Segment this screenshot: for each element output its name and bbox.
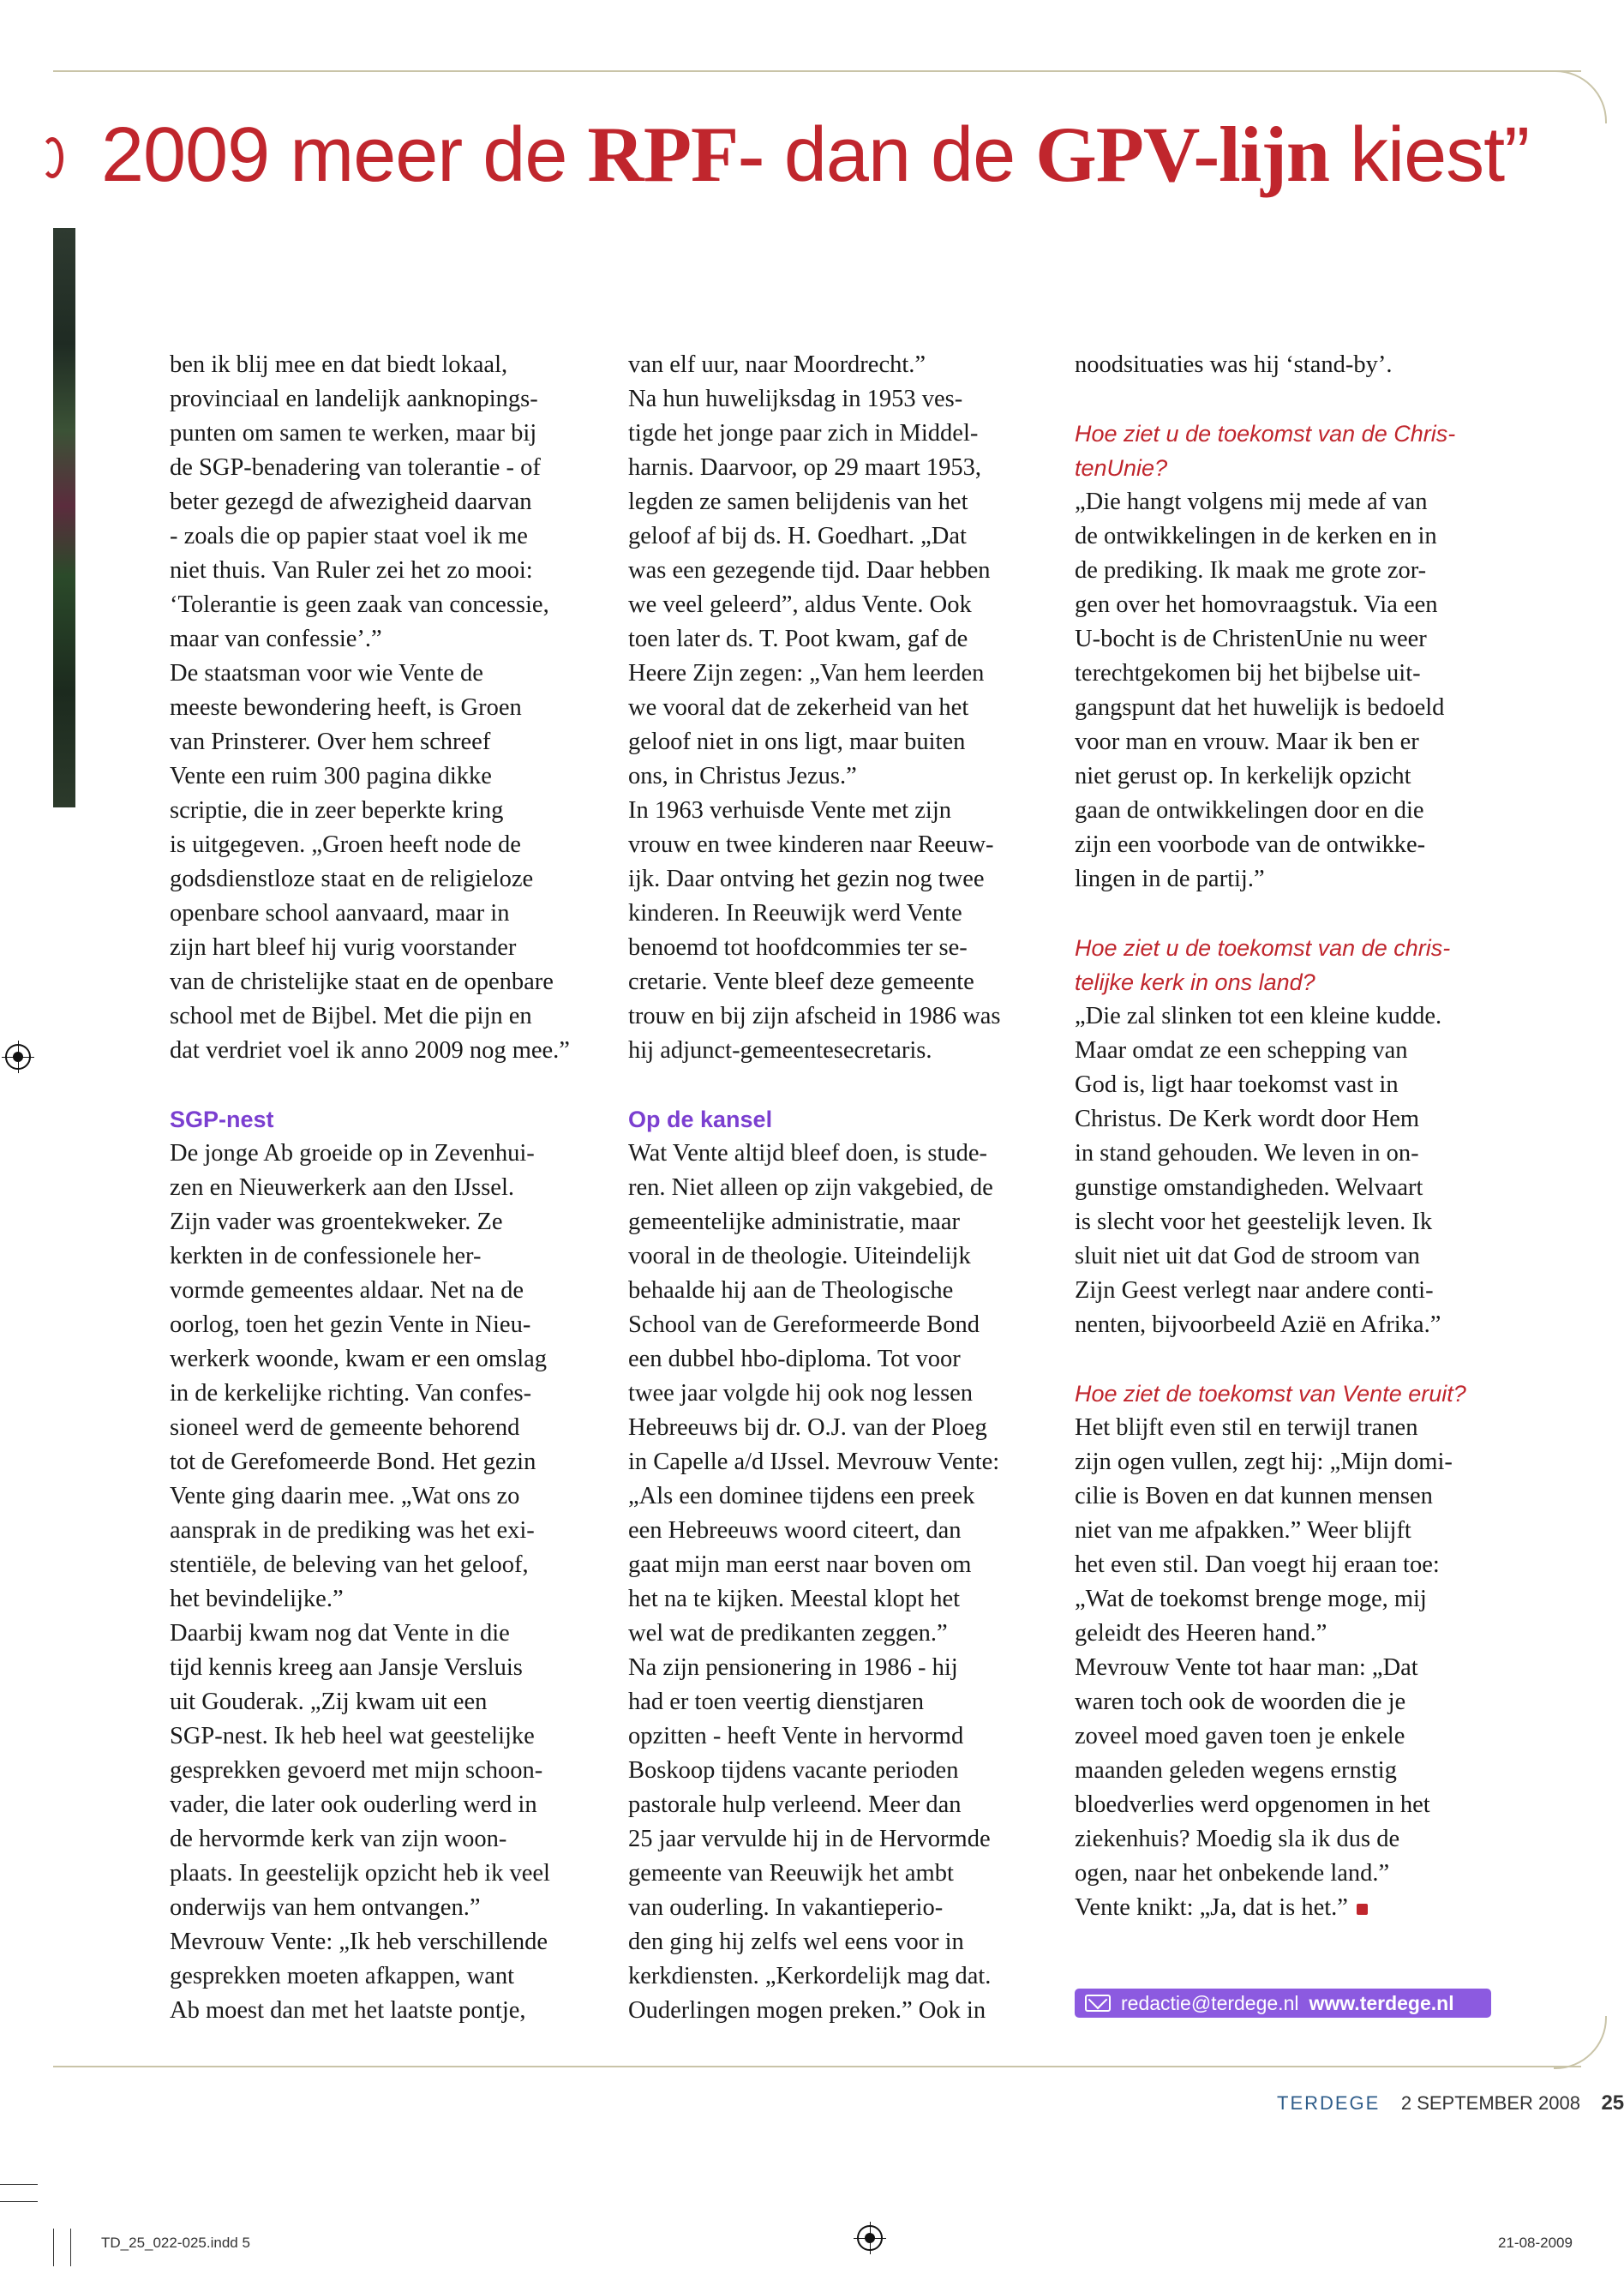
- body-line: een dubbel hbo-diploma. Tot voor: [628, 1346, 961, 1372]
- body-line: de prediking. Ik maak me grote zor-: [1075, 557, 1427, 584]
- body-line: de hervormde kerk van zijn woon-: [170, 1826, 507, 1852]
- body-line: het bevindelijke.”: [170, 1586, 344, 1612]
- column-2-body-a: [628, 348, 1078, 1068]
- body-line: ren. Niet alleen op zijn vakgebied, de: [628, 1174, 993, 1201]
- body-line: de SGP-benadering van tolerantie - of: [170, 454, 541, 481]
- body-line: hij adjunct-gemeentesecretaris.: [628, 1037, 932, 1064]
- body-line: we vooral dat de zekerheid van het: [628, 694, 969, 721]
- body-line: Christus. De Kerk wordt door Hem: [1075, 1106, 1420, 1132]
- body-line: tot de Gerefomeerde Bond. Het gezin: [170, 1449, 536, 1475]
- crop-mark: [0, 2184, 38, 2185]
- body-line: vader, die later ook ouderling werd in: [170, 1791, 537, 1818]
- body-line: twee jaar volgde hij ook nog lessen: [628, 1380, 974, 1407]
- body-line: beter gezegd de afwezigheid daarvan: [170, 489, 532, 515]
- question-line: telijke kerk in ons land?: [1075, 969, 1315, 995]
- body-line: - zoals die op papier staat voel ik me: [170, 523, 528, 549]
- body-line: Heere Zijn zegen: „Van hem leerden: [628, 660, 985, 687]
- body-line: het even stil. Dan voegt hij eraan toe:: [1075, 1551, 1440, 1578]
- body-line: provinciaal en landelijk aanknopings-: [170, 386, 538, 412]
- body-line: waren toch ook de woorden die je: [1075, 1689, 1406, 1715]
- body-line: pastorale hulp verleend. Meer dan: [628, 1791, 962, 1818]
- body-line: zijn ogen vullen, zegt hij: „Mijn domi-: [1075, 1449, 1453, 1475]
- body-line: Vente ging daarin mee. „Wat ons zo: [170, 1483, 520, 1509]
- body-line: In 1963 verhuisde Vente met zijn: [628, 797, 952, 824]
- page-number: 25: [1601, 2091, 1624, 2115]
- question-kerk: [1075, 931, 1529, 999]
- body-line: gangspunt dat het huwelijk is bedoeld: [1075, 694, 1445, 721]
- body-line: voor man en vrouw. Maar ik ben er: [1075, 729, 1419, 755]
- body-line: niet van me afpakken.” Weer blijft: [1075, 1517, 1411, 1544]
- headline-text-1: 2009 meer de: [101, 112, 588, 198]
- body-line: onderwijs van hem ontvangen.”: [170, 1894, 481, 1921]
- headline-quote-mark: [41, 137, 63, 178]
- question-line: Hoe ziet de toekomst van Vente eruit?: [1075, 1381, 1466, 1407]
- body-line: godsdienstloze staat en de religieloze: [170, 866, 534, 892]
- registration-mark-icon: [5, 1044, 31, 1070]
- body-line: Ab moest dan met het laatste pontje,: [170, 1997, 526, 2024]
- body-line: van Prinsterer. Over hem schreef: [170, 729, 491, 755]
- body-line: de ontwikkelingen in de kerken en in: [1075, 523, 1437, 549]
- body-line: aansprak in de prediking was het exi-: [170, 1517, 535, 1544]
- slug-date: 21-08-2009: [1498, 2235, 1573, 2251]
- headline-rpf: RPF-: [587, 111, 764, 198]
- question-line: tenUnie?: [1075, 455, 1168, 481]
- body-line: gesprekken gevoerd met mijn schoon-: [170, 1757, 543, 1784]
- headline-gpv: GPV-lijn: [1035, 111, 1330, 198]
- question-line: Hoe ziet u de toekomst van de Chris-: [1075, 421, 1456, 447]
- body-line: het na te kijken. Meestal klopt het: [628, 1586, 961, 1612]
- section-heading-op-de-kansel: Op de kansel: [628, 1107, 773, 1132]
- body-line: had er toen veertig dienstjaren: [628, 1689, 925, 1715]
- body-line: Na zijn pensionering in 1986 - hij: [628, 1654, 958, 1681]
- body-line: noodsituaties was hij ‘stand-by’.: [1075, 351, 1393, 378]
- body-line: Vente knikt: „Ja, dat is het.”: [1075, 1891, 1529, 1925]
- body-line: zoveel moed gaven toen je enkele: [1075, 1723, 1405, 1749]
- body-line: God is, ligt haar toekomst vast in: [1075, 1071, 1399, 1098]
- body-line: was een gezegende tijd. Daar hebben: [628, 557, 991, 584]
- body-line: vooral in de theologie. Uiteindelijk: [628, 1243, 971, 1269]
- body-line: wel wat de predikanten zeggen.”: [628, 1620, 948, 1647]
- body-line: school met de Bijbel. Met die pijn en: [170, 1003, 532, 1029]
- crop-mark: [0, 2201, 38, 2202]
- body-line: „Die zal slinken tot een kleine kudde.: [1075, 1003, 1442, 1029]
- article-column-3: [1075, 348, 1529, 1925]
- contact-email-link[interactable]: redactie@terdege.nl: [1121, 1992, 1299, 2014]
- registration-mark-icon: [857, 2225, 883, 2251]
- column-2-body-b: [628, 1137, 1078, 2028]
- body-line: zijn een voorbode van de ontwikke-: [1075, 831, 1426, 858]
- body-line: opzitten - heeft Vente in hervormd: [628, 1723, 964, 1749]
- column-1-body-a: [170, 348, 607, 1068]
- body-line: De jonge Ab groeide op in Zevenhui-: [170, 1140, 535, 1167]
- body-line: ijk. Daar ontving het gezin nog twee: [628, 866, 985, 892]
- body-line: vrouw en twee kinderen naar Reeuw-: [628, 831, 994, 858]
- answer-christenunie: [1075, 485, 1529, 897]
- body-line: den ging hij zelfs wel eens voor in: [628, 1929, 964, 1955]
- body-line: werkerk woonde, kwam er een omslag: [170, 1346, 548, 1372]
- crop-mark: [53, 2229, 54, 2266]
- body-line: bloedverlies werd opgenomen in het: [1075, 1791, 1430, 1818]
- body-line: openbare school aanvaard, maar in: [170, 900, 510, 927]
- body-line: een Hebreeuws woord citeert, dan: [628, 1517, 962, 1544]
- mail-icon: [1085, 1995, 1111, 2012]
- body-line: tigde het jonge paar zich in Middel-: [628, 420, 979, 447]
- body-line: De staatsman voor wie Vente de: [170, 660, 483, 687]
- body-line: gen over het homovraagstuk. Via een: [1075, 591, 1438, 618]
- photo-strip: [53, 228, 75, 807]
- body-line: stentiële, de beleving van het geloof,: [170, 1551, 529, 1578]
- body-line: Mevrouw Vente tot haar man: „Dat: [1075, 1654, 1418, 1681]
- crop-mark: [70, 2229, 71, 2266]
- page-frame-bottom-corner: [1554, 2016, 1607, 2069]
- question-vente: [1075, 1377, 1529, 1411]
- body-line: is slecht voor het geestelijk leven. Ik: [1075, 1209, 1433, 1235]
- body-line: uit Gouderak. „Zij kwam uit een: [170, 1689, 488, 1715]
- body-line: geloof af bij ds. H. Goedhart. „Dat: [628, 523, 967, 549]
- body-line: Zijn vader was groentekweker. Ze: [170, 1209, 503, 1235]
- body-line: kinderen. In Reeuwijk werd Vente: [628, 900, 962, 927]
- body-line: „Als een dominee tijdens een preek: [628, 1483, 975, 1509]
- headline: [101, 111, 1581, 198]
- body-line: plaats. In geestelijk opzicht heb ik veel: [170, 1860, 550, 1887]
- body-line: legden ze samen belijdenis van het: [628, 489, 968, 515]
- page-folio: [1277, 2091, 1624, 2115]
- body-line: maanden geleden wegens ernstig: [1075, 1757, 1397, 1784]
- article-column-2: [628, 348, 1078, 2028]
- question-line: Hoe ziet u de toekomst van de chris-: [1075, 935, 1451, 961]
- body-line: nenten, bijvoorbeeld Azië en Afrika.”: [1075, 1311, 1441, 1338]
- body-line: niet gerust op. In kerkelijk opzicht: [1075, 763, 1411, 789]
- body-line: 25 jaar vervulde hij in de Hervormde: [628, 1826, 991, 1852]
- body-line: gaat mijn man eerst naar boven om: [628, 1551, 972, 1578]
- body-line: lingen in de partij.”: [1075, 866, 1265, 892]
- body-line: Na hun huwelijksdag in 1953 ves-: [628, 386, 963, 412]
- body-line: in stand gehouden. We leven in on-: [1075, 1140, 1419, 1167]
- body-line: cretarie. Vente bleef deze gemeente: [628, 969, 974, 995]
- body-line: is uitgegeven. „Groen heeft node de: [170, 831, 521, 858]
- section-heading-sgp-nest: SGP-nest: [170, 1107, 274, 1132]
- body-line: scriptie, die in zeer beperkte kring: [170, 797, 504, 824]
- body-line: behaalde hij aan de Theologische: [628, 1277, 954, 1304]
- body-line: kerkten in de confessionele her-: [170, 1243, 482, 1269]
- body-line: oorlog, toen het gezin Vente in Nieu-: [170, 1311, 531, 1338]
- body-line: Hebreeuws bij dr. O.J. van der Ploeg: [628, 1414, 987, 1441]
- magazine-name: TERDEGE: [1277, 2092, 1381, 2114]
- body-line: punten om samen te werken, maar bij: [170, 420, 537, 447]
- page-frame-bottom-line: [53, 2066, 1581, 2067]
- body-line: gemeentelijke administratie, maar: [628, 1209, 960, 1235]
- body-line: „Wat de toekomst brenge moge, mij: [1075, 1586, 1427, 1612]
- body-line: zen en Nieuwerkerk aan den IJssel.: [170, 1174, 514, 1201]
- body-line: Mevrouw Vente: „Ik heb verschillende: [170, 1929, 548, 1955]
- body-line: Vente een ruim 300 pagina dikke: [170, 763, 492, 789]
- body-line: terechtgekomen bij het bijbelse uit-: [1075, 660, 1421, 687]
- body-line: „Die hangt volgens mij mede af van: [1075, 489, 1428, 515]
- body-line: van ouderling. In vakantieperio-: [628, 1894, 944, 1921]
- body-line: School van de Gereformeerde Bond: [628, 1311, 980, 1338]
- headline-text-2: dan de: [763, 112, 1036, 198]
- body-line: sluit niet uit dat God de stroom van: [1075, 1243, 1420, 1269]
- body-line: sioneel werd de gemeente behorend: [170, 1414, 520, 1441]
- body-line: we veel geleerd”, aldus Vente. Ook: [628, 591, 972, 618]
- body-line: zijn hart bleef hij vurig voorstander: [170, 934, 517, 961]
- slug-filename: TD_25_022-025.indd 5: [101, 2235, 250, 2251]
- column-1-body-b: [170, 1137, 607, 2028]
- body-line: tijd kennis kreeg aan Jansje Versluis: [170, 1654, 523, 1681]
- body-line: geleidt des Heeren hand.”: [1075, 1620, 1327, 1647]
- body-line: van elf uur, naar Moordrecht.”: [628, 351, 926, 378]
- body-line: in de kerkelijke richting. Van confes-: [170, 1380, 532, 1407]
- body-line: gaan de ontwikkelingen door en die: [1075, 797, 1424, 824]
- question-christenunie: [1075, 417, 1529, 485]
- body-line: Wat Vente altijd bleef doen, is stude-: [628, 1140, 988, 1167]
- body-line: harnis. Daarvoor, op 29 maart 1953,: [628, 454, 981, 481]
- contact-bar: [1075, 1989, 1491, 2018]
- body-line: gunstige omstandigheden. Welvaart: [1075, 1174, 1423, 1201]
- body-line: Het blijft even stil en terwijl tranen: [1075, 1414, 1418, 1441]
- body-line: geloof niet in ons ligt, maar buiten: [628, 729, 966, 755]
- body-line: niet thuis. Van Ruler zei het zo mooi:: [170, 557, 533, 584]
- article-column-1: [170, 348, 607, 2028]
- body-line: ziekenhuis? Moedig sla ik dus de: [1075, 1826, 1400, 1852]
- body-line: dat verdriet voel ik anno 2009 nog mee.”: [170, 1037, 570, 1064]
- body-line: ben ik blij mee en dat biedt lokaal,: [170, 351, 508, 378]
- body-line: toen later ds. T. Poot kwam, gaf de: [628, 626, 968, 652]
- body-line: trouw en bij zijn afscheid in 1986 was: [628, 1003, 1001, 1029]
- body-line: kerkdiensten. „Kerkordelijk mag dat.: [628, 1963, 992, 1989]
- body-line: U-bocht is de ChristenUnie nu weer: [1075, 626, 1427, 652]
- body-line: ‘Tolerantie is geen zaak van concessie,: [170, 591, 549, 618]
- body-line: maar van confessie’.”: [170, 626, 382, 652]
- body-line: Zijn Geest verlegt naar andere conti-: [1075, 1277, 1434, 1304]
- body-line: Boskoop tijdens vacante perioden: [628, 1757, 959, 1784]
- body-line: in Capelle a/d IJssel. Mevrouw Vente:: [628, 1449, 1000, 1475]
- body-line: Daarbij kwam nog dat Vente in die: [170, 1620, 510, 1647]
- body-line: benoemd tot hoofdcommies ter se-: [628, 934, 968, 961]
- body-line: van de christelijke staat en de openbare: [170, 969, 554, 995]
- body-line: SGP-nest. Ik heb heel wat geestelijke: [170, 1723, 535, 1749]
- body-line: ogen, naar het onbekende land.”: [1075, 1860, 1390, 1887]
- end-of-article-mark-icon: [1357, 1904, 1368, 1915]
- body-line: vormde gemeentes aldaar. Net na de: [170, 1277, 524, 1304]
- body-line: ons, in Christus Jezus.”: [628, 763, 857, 789]
- website-link[interactable]: www.terdege.nl: [1309, 1992, 1454, 2014]
- answer-vente: [1075, 1411, 1529, 1925]
- body-line: gesprekken moeten afkappen, want: [170, 1963, 515, 1989]
- body-line: cilie is Boven en dat kunnen mensen: [1075, 1483, 1433, 1509]
- body-line: Maar omdat ze een schepping van: [1075, 1037, 1408, 1064]
- column-3-intro: [1075, 348, 1529, 382]
- body-line: meeste bewondering heeft, is Groen: [170, 694, 522, 721]
- body-line: Ouderlingen mogen preken.” Ook in: [628, 1997, 986, 2024]
- body-line: gemeente van Reeuwijk het ambt: [628, 1860, 954, 1887]
- issue-date: 2 SEPTEMBER 2008: [1400, 2092, 1580, 2114]
- answer-kerk: [1075, 999, 1529, 1342]
- headline-text-3: kiest”: [1329, 112, 1530, 198]
- page-frame-top-line: [53, 70, 1581, 72]
